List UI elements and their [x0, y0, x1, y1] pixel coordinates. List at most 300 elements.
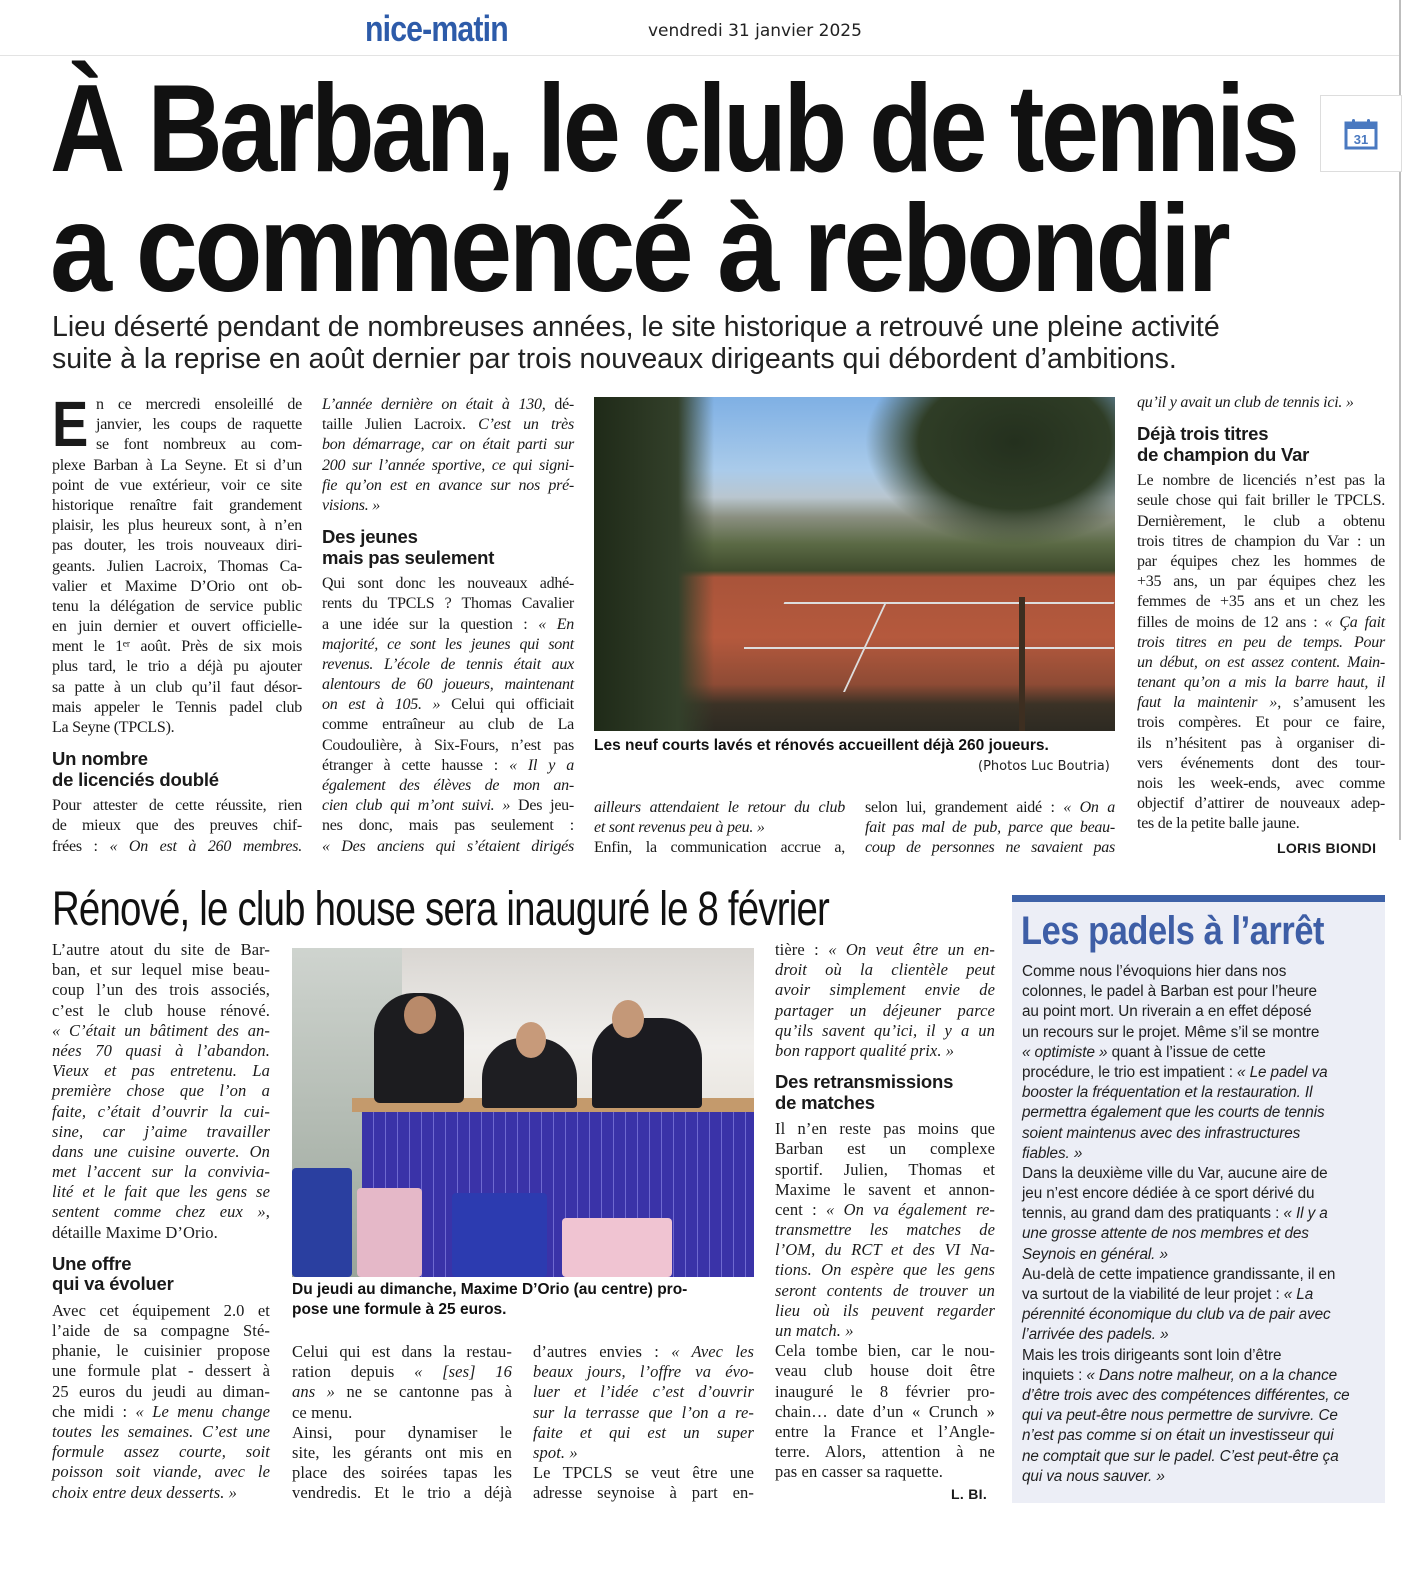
quote-text: « On veut être un en-: [828, 940, 995, 959]
quote-text: ailleurs attendaient le retour du club: [594, 799, 845, 816]
text-line: [775, 1200, 995, 1220]
body-text: Pour attester de cette réussite, rien: [52, 797, 302, 815]
text-line: [1137, 713, 1385, 733]
body-text: ban, et sur lequel mise beau-: [52, 960, 270, 980]
text-line: [52, 1001, 270, 1021]
text-line: [322, 635, 574, 655]
quote-text: qu’il y avait un club de tennis ici. »: [1137, 394, 1354, 411]
body-text: janvier, les coups de raquette: [96, 416, 302, 434]
text-line: [775, 1402, 995, 1422]
quote-text: poisson soit viande, avec le: [52, 1462, 270, 1482]
text-line: [52, 1021, 270, 1041]
body-text: Des jeunes: [322, 526, 418, 548]
paragraph: [52, 1301, 270, 1503]
body-text: cent :: [775, 1199, 826, 1219]
body-text: par équipes chez les hommes de: [1137, 552, 1385, 570]
text-line: [322, 496, 574, 516]
body-text: procédure, le trio est impatient :: [1022, 1063, 1238, 1081]
quote-text: l’arrivée des padels. »: [1022, 1326, 1169, 1344]
text-line: [52, 980, 270, 1000]
body-text: de matches: [775, 1091, 875, 1113]
body-text: +35 ans, un par équipes chez les: [1137, 573, 1385, 591]
text-line: [775, 1072, 995, 1093]
photo-caption: [292, 1280, 687, 1320]
quote-text: Vieux et pas entretenu. La: [52, 1061, 270, 1081]
text-line: [1137, 424, 1385, 445]
text-line: [1137, 592, 1385, 612]
text-line: [292, 1443, 512, 1463]
quote-text: pérennité économique du club va de pair avec: [1022, 1306, 1331, 1324]
text-line: [52, 536, 302, 556]
text-line: [292, 1423, 512, 1443]
text-line: [52, 698, 302, 718]
body-text: objectif d’attirer de nouveaux adep-: [1137, 795, 1385, 813]
body-text: étranger à cette hausse :: [322, 756, 510, 774]
club-house-photo: [292, 948, 754, 1277]
text-line: [52, 456, 302, 476]
text-line: [533, 1403, 754, 1423]
text-line: [322, 615, 574, 635]
text-line: [1022, 1083, 1380, 1103]
quote-text: faite et qui est un super: [533, 1422, 754, 1442]
quote-text: dans une cuisine ouverte. On: [52, 1141, 270, 1161]
text-line: [1137, 445, 1385, 466]
subheading: [322, 527, 574, 568]
text-line: [1022, 1467, 1380, 1487]
body-text: vers événements dont des tour-: [1137, 754, 1385, 772]
text-line: [52, 1301, 270, 1321]
quote-text: d’être trois avec des compétences différentes, ce: [1022, 1386, 1350, 1404]
text-line: [865, 798, 1115, 818]
text-line: [292, 1362, 512, 1382]
quote-text: majorité, ce sont les jeunes qui sont: [322, 635, 574, 653]
body-text: taille Julien Lacroix.: [322, 416, 479, 434]
paragraph: [1022, 962, 1380, 1487]
body-text: pas douter, les trois nouveaux diri-: [52, 537, 302, 555]
body-text: Celui qui officiait: [440, 696, 574, 714]
body-text: Dernièrement, le club a obtenu: [1137, 512, 1385, 530]
quote-text: faite, c’était d’ouvrir la cui-: [52, 1101, 270, 1121]
quote-text: ne comptait que sur le padel. C’est peut-être ça: [1022, 1447, 1339, 1465]
text-line: [775, 1240, 995, 1260]
text-line: [52, 617, 302, 637]
paragraph: [865, 798, 1115, 859]
text-line: [533, 1382, 754, 1402]
photo-trees-left: [594, 397, 714, 731]
quote-text: fiables. »: [1022, 1144, 1083, 1162]
text-line: [1137, 673, 1385, 693]
paragraph: [775, 1119, 995, 1341]
sidebar-box: [1012, 895, 1385, 1503]
text-line: [775, 1442, 995, 1462]
text-line: [775, 1021, 995, 1041]
text-line: [1022, 1325, 1380, 1345]
text-line: [52, 1223, 270, 1243]
text-line: [52, 1442, 270, 1462]
quote-text: fie qu’on est en avance sur nos pré-: [322, 476, 574, 494]
quote-text: bon rapport qualité prix. »: [775, 1040, 955, 1060]
text-line: [1022, 1124, 1380, 1144]
quote-text: ans »: [292, 1382, 336, 1402]
body-text: terre. Alors, attention à ne: [775, 1442, 995, 1462]
body-text: Enfin, la communication accrue a,: [594, 839, 845, 857]
body-text: point de vue extérieur, voir ce site: [52, 476, 302, 494]
text-line: [1022, 1164, 1380, 1184]
text-line: [52, 1122, 270, 1142]
body-text: Un nombre: [52, 748, 148, 770]
body-text: sportif. Julien, Thomas et: [775, 1159, 995, 1179]
subtitle-line-1: Lieu déserté pendant de nombreuses années, le site historique a retrouvé une pleine activité: [52, 311, 1220, 343]
quote-text: tions. On espère que les gens: [775, 1260, 995, 1280]
body-text: tes de la petite balle jaune.: [1137, 815, 1300, 833]
text-line: [775, 1422, 995, 1442]
text-line: [52, 557, 302, 577]
body-text: tière :: [775, 940, 829, 959]
body-text: historique renaître fait grandement: [52, 496, 302, 514]
text-line: [52, 657, 302, 677]
quote-text: permettra également que les courts de tennis: [1022, 1104, 1325, 1122]
quote-text: « Il y a: [509, 756, 574, 774]
body-text: au point mort. Un riverain a en effet déposé: [1022, 1003, 1312, 1021]
text-line: [1022, 1285, 1380, 1305]
text-line: [52, 1041, 270, 1061]
body-text: site, les gérants ont mis en: [292, 1442, 512, 1462]
quote-text: formule assez courte, soit: [52, 1442, 270, 1462]
text-line: [322, 476, 574, 496]
body-text: en juin dernier et ouvert officielle-: [52, 618, 302, 636]
text-line: [1137, 532, 1385, 552]
body-text: Des retransmissions: [775, 1071, 954, 1093]
nice-matin-logo: nice-matin: [365, 8, 508, 49]
quote-text: l’OM, du RCT et des VI Na-: [775, 1240, 995, 1260]
text-line: [52, 1081, 270, 1101]
court-line: [744, 647, 1114, 649]
quote-text: fait pas mal de pub, parce que beau-: [865, 819, 1115, 837]
quote-text: « optimiste »: [1022, 1043, 1108, 1061]
calendar-icon: [1344, 118, 1378, 150]
quote-text: cien club qui m’ont suivi. »: [322, 797, 511, 815]
body-text: Dans la deuxième ville du Var, aucune aire de: [1022, 1164, 1328, 1182]
subheading: [52, 749, 302, 790]
body-text: sa patte à un club qu’il faut désor-: [52, 678, 302, 696]
quote-text: soient maintenus avec des infrastructures: [1022, 1124, 1301, 1142]
quote-text: une grosse attente de nos membres et des: [1022, 1225, 1309, 1243]
text-line: [594, 818, 845, 838]
text-line: [775, 1139, 995, 1159]
body-text: Le nombre de licenciés n’est pas la: [1137, 472, 1385, 490]
text-line: [322, 527, 574, 548]
text-line: [1137, 393, 1385, 413]
tennis-courts-photo: [594, 397, 1115, 731]
text-line: [775, 980, 995, 1000]
paragraph: [775, 1341, 995, 1482]
body-text: inquiets :: [1022, 1366, 1087, 1384]
text-line: [322, 395, 574, 415]
quote-text: qu’ils savent qu’ici, il y a un: [775, 1020, 995, 1040]
text-line: [52, 749, 302, 770]
text-line: [1022, 1002, 1380, 1022]
quote-text: « Il y a: [1283, 1205, 1328, 1223]
calendar-button[interactable]: [1320, 95, 1402, 172]
photo-caption: Les neuf courts lavés et rénovés accueillent déjà 260 joueurs.: [594, 737, 1049, 754]
quote-text: « Avec les: [671, 1342, 754, 1361]
text-line: [533, 1342, 754, 1362]
text-line: [52, 1142, 270, 1162]
quote-text: faut la maintenir »: [1137, 694, 1278, 712]
body-text: Barban est un complexe: [775, 1139, 995, 1159]
headline-line-1: À Barban, le club de tennis: [50, 60, 1297, 198]
text-line: [52, 1483, 270, 1503]
text-line: [322, 548, 574, 569]
text-line: [775, 1301, 995, 1321]
text-line: [1137, 552, 1385, 572]
text-line: [1137, 653, 1385, 673]
text-line: [322, 776, 574, 796]
text-line: [52, 577, 302, 597]
quote-text: booster la fréquentation et la restauration. Il: [1022, 1084, 1313, 1102]
text-line: [52, 476, 302, 496]
article2-column-1: [52, 940, 270, 1503]
text-line: [52, 1321, 270, 1341]
calendar-day: 31: [1353, 131, 1369, 147]
body-text: inauguré le 8 février pro-: [775, 1381, 995, 1401]
body-text: Au-delà de cette impatience grandissante, il en: [1022, 1265, 1336, 1283]
byline: LORIS BIONDI: [1277, 840, 1377, 856]
text-line: [1022, 1043, 1380, 1063]
quote-text: lité et le fait que les gens se: [52, 1182, 270, 1202]
body-text: de licenciés doublé: [52, 768, 219, 790]
quote-text: « La: [1283, 1286, 1314, 1303]
text-line: [1137, 794, 1385, 814]
body-text: vendredis. Et le trio a déjà: [292, 1483, 512, 1503]
photo-stool-blue: [292, 1168, 352, 1277]
text-line: [52, 1254, 270, 1275]
article2-column-3: [533, 1342, 754, 1504]
photo-credit: (Photos Luc Boutria): [978, 759, 1110, 774]
quote-text: « On est à 260 membres.: [109, 837, 303, 855]
quote-text: « [ses] 16: [414, 1362, 513, 1382]
body-text: Il n’en reste pas moins que: [775, 1119, 995, 1139]
body-text: comme entraîneur au club de La: [322, 716, 574, 734]
quote-text: n’est pas comme si on était un investisseur qui: [1022, 1427, 1334, 1445]
quote-text: Seynois en général. »: [1022, 1245, 1168, 1263]
body-text: a une idée sur la question :: [322, 615, 539, 633]
text-line: [52, 395, 302, 415]
text-line: [1022, 1245, 1380, 1265]
quote-text: première chose que l’on a: [52, 1081, 270, 1101]
body-text: geants. Julien Lacroix, Thomas Ca-: [52, 557, 302, 575]
text-line: [52, 516, 302, 536]
text-line: [52, 1162, 270, 1182]
article2-column-2: [292, 1342, 512, 1504]
body-text: , s’amusent les: [1277, 694, 1385, 712]
quote-text: spot. »: [533, 1442, 578, 1462]
body-text: quant à l’issue de cette: [1107, 1043, 1266, 1061]
body-text: Déjà trois titres: [1137, 423, 1269, 445]
text-line: [775, 1119, 995, 1139]
text-line: [775, 1093, 995, 1114]
body-text: nois les week-ends, avec comme: [1137, 775, 1385, 792]
text-line: [775, 1001, 995, 1021]
quote-text: sentent comme chez eux »: [52, 1202, 266, 1222]
text-line: [533, 1463, 754, 1483]
quote-text: met l’accent sur la convivia-: [52, 1162, 270, 1182]
body-text: ment le 1ᵉʳ août. Près de six mois: [52, 638, 302, 656]
text-line: [322, 695, 574, 715]
court-line: [784, 602, 1115, 604]
body-text: de mieux que des preuves chif-: [52, 817, 302, 835]
quote-text: coup de personnes ne savaient pas: [865, 839, 1115, 857]
text-line: [52, 1361, 270, 1381]
text-line: [1022, 1023, 1380, 1043]
paragraph: [292, 1342, 512, 1423]
text-line: [52, 1382, 270, 1402]
text-line: [775, 1041, 995, 1061]
photo-tree-trunk: [1019, 597, 1025, 731]
quote-text: « Le menu change: [135, 1401, 270, 1421]
subheading: [1137, 424, 1385, 465]
body-text: ration depuis: [292, 1362, 415, 1382]
quote-text: droit où la clientèle peut: [775, 960, 995, 980]
body-text: tennis, au grand dam des pratiquants :: [1022, 1205, 1284, 1223]
body-text: 25 euros du jeudi au diman-: [52, 1381, 270, 1401]
body-text: coup l’un des trois associés,: [52, 980, 270, 1000]
sidebar-box-text: [1022, 962, 1380, 1487]
quote-text: toutes les semaines. C’est une: [52, 1421, 270, 1441]
body-text: Coudoulière, à Six-Fours, n’est pas: [322, 736, 574, 754]
body-text: un recours sur le projet. Même s’il se montre: [1022, 1023, 1320, 1041]
body-text: trois compères. Et pour ce faire,: [1137, 714, 1385, 732]
paragraph: [52, 940, 270, 1243]
body-text: ce menu.: [292, 1402, 353, 1422]
quote-text: également des élèves de mon an-: [322, 777, 574, 794]
quote-text: L’année dernière on était à 130,: [322, 396, 546, 413]
text-line: [52, 1182, 270, 1202]
text-line: [775, 1361, 995, 1381]
text-line: [865, 818, 1115, 838]
text-line: [1137, 572, 1385, 592]
text-line: [52, 940, 270, 960]
paragraph: [322, 574, 574, 857]
paragraph: [594, 798, 845, 838]
text-line: [1137, 693, 1385, 713]
body-text: entre la France et l’Angle-: [775, 1421, 995, 1441]
body-text: nes donc, mais pas seulement :: [322, 817, 574, 835]
text-line: [322, 837, 574, 857]
text-line: [1022, 1103, 1380, 1123]
body-text: place des soirées tapas les: [292, 1463, 512, 1483]
text-line: [775, 960, 995, 980]
body-text: une formule plat - dessert à: [52, 1361, 270, 1381]
quote-text: 200 sur l’année sportive, ce qui signi-: [322, 456, 574, 474]
text-line: [292, 1403, 512, 1423]
body-text: c’est le club house rénové.: [52, 1000, 270, 1020]
body-text: chain… date d’un « Crunch »: [775, 1401, 995, 1421]
text-line: [1022, 1305, 1380, 1325]
quote-text: lieu où ils peuvent regarder: [775, 1300, 995, 1320]
quote-text: luer et l’idée c’est d’ouvrir: [533, 1382, 754, 1402]
body-text: plus tard, le trio a déjà pu ajouter: [52, 658, 302, 676]
quote-text: « Des anciens qui s’étaient dirigés: [322, 837, 574, 855]
body-text: femmes de +35 ans et un chez les: [1137, 593, 1385, 611]
text-line: [52, 597, 302, 617]
text-line: [292, 1382, 512, 1402]
body-text: se font nombreux au com-: [96, 436, 302, 454]
body-text: dé-: [545, 396, 574, 413]
body-text: frées :: [52, 837, 110, 855]
quote-text: un match. »: [775, 1321, 854, 1340]
quote-text: seront contents de trouver un: [775, 1280, 995, 1300]
quote-text: C’est un très: [478, 416, 575, 434]
body-text: tenu la délégation de service public: [52, 597, 302, 615]
sidebar-box-title: Les padels à l’arrêt: [1021, 909, 1325, 953]
text-line: [322, 594, 574, 614]
text-line: [775, 1180, 995, 1200]
quote-text: revenus. L’école de tennis était aux: [322, 655, 574, 673]
photo-stool-pink: [562, 1218, 672, 1277]
body-text: va surtout de la viabilité de leur projet :: [1022, 1286, 1284, 1303]
text-line: [52, 1202, 270, 1222]
photo-face: [612, 1000, 644, 1038]
photo-stool-pink: [357, 1188, 422, 1277]
quote-text: choix entre deux desserts. »: [52, 1482, 238, 1502]
text-line: [1022, 1063, 1380, 1083]
text-line: [1022, 1366, 1380, 1386]
text-line: [52, 1402, 270, 1422]
text-line: [1137, 491, 1385, 511]
quote-text: alentours de 60 joueurs, maintenant: [322, 676, 574, 694]
text-line: [292, 1463, 512, 1483]
text-line: [1022, 1346, 1380, 1366]
text-line: [1022, 962, 1380, 982]
body-text: Le TPCLS se veut être une: [533, 1463, 754, 1483]
body-text: mais pas seulement: [322, 546, 495, 568]
text-line: [1022, 1447, 1380, 1467]
article1-column-1: [52, 388, 303, 857]
byline: L. BI.: [951, 1486, 988, 1502]
text-line: [1137, 754, 1385, 774]
body-text: adresse seynoise à part en-: [533, 1483, 754, 1503]
text-line: [1137, 633, 1385, 653]
body-text: ,: [265, 1202, 270, 1222]
quote-text: trois titres en peu de temps. Pour: [1137, 633, 1385, 651]
photo-stool-blue: [452, 1193, 547, 1277]
text-line: [1137, 471, 1385, 491]
body-text: trois titres de champion du Var : un: [1137, 532, 1385, 550]
text-line: [775, 940, 995, 960]
body-text: jeu n’est encore dédiée à ce sport dérivé du: [1022, 1185, 1315, 1203]
article1-column-3: [594, 798, 845, 859]
text-line: [52, 435, 302, 455]
text-line: [322, 675, 574, 695]
text-line: [1137, 613, 1385, 633]
header-divider: [0, 55, 1400, 56]
article1-column-4: [865, 798, 1115, 859]
text-line: [52, 1061, 270, 1081]
text-line: [775, 1341, 995, 1361]
text-line: [292, 1483, 512, 1503]
quote-text: on est à 105. »: [322, 696, 441, 714]
paragraph: [533, 1342, 754, 1463]
text-line: [533, 1443, 754, 1463]
text-line: [1137, 814, 1385, 834]
text-line: [52, 816, 302, 836]
quote-text: « C’était un bâtiment des an-: [52, 1020, 270, 1040]
subheading: [52, 1254, 270, 1295]
text-line: [533, 1423, 754, 1443]
text-line: [52, 718, 302, 738]
article2-column-4: [775, 940, 995, 1483]
